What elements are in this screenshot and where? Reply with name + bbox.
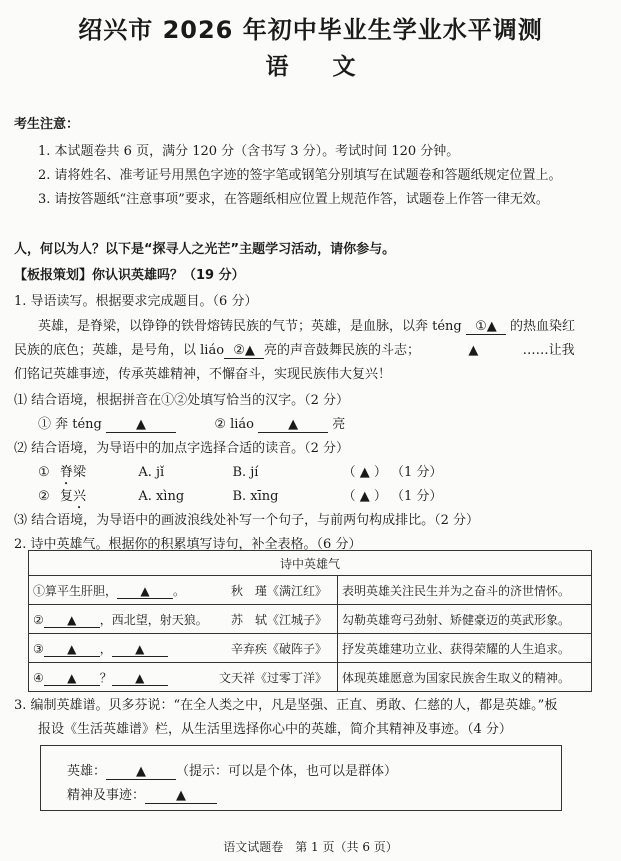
- wavy-blank-mark: ▲: [468, 343, 479, 358]
- verse-text: ②: [33, 612, 44, 627]
- q1-passage-line-3: 们铭记英雄事迹，传承英雄精神，不懈奋斗，实现民族伟大复兴！: [14, 367, 392, 382]
- passage-text: 的热血染红: [510, 319, 576, 334]
- spirit-line: [67, 784, 217, 804]
- verse-blank: ▲: [44, 613, 100, 628]
- q1-passage-line-2: [14, 339, 575, 359]
- verse-blank: ▲: [44, 671, 100, 686]
- blank-1: ①▲: [466, 320, 506, 335]
- verse-blank: ▲: [112, 642, 168, 657]
- verse-text: ①算平生肝胆，: [33, 583, 118, 598]
- spirit-blank[interactable]: ▲: [145, 789, 217, 804]
- notice-item-1: 1. 本试题卷共 6 页，满分 120 分（含书写 3 分）。考试时间 120 分钟。: [38, 144, 460, 159]
- author: 辛弃疾《破阵子》: [230, 641, 327, 656]
- answer-paren: （ ▲ ）: [342, 465, 387, 480]
- table-row: [29, 605, 592, 634]
- row-num: ①: [38, 465, 50, 480]
- table-row: [29, 576, 592, 605]
- sub1-a-blank: ▲: [106, 418, 176, 433]
- note-cell: 表明英雄关注民生并为之奋斗的济世情怀。: [338, 576, 592, 605]
- verse-text: ，西北望，射天狼。: [99, 612, 208, 627]
- sub1-b-suffix: 亮: [332, 417, 346, 432]
- option-a: A. jǐ: [138, 465, 165, 480]
- verse-text: ，: [99, 641, 112, 656]
- answer-box: [40, 745, 562, 811]
- option-a: A. xìng: [138, 489, 185, 504]
- verse-cell: [29, 634, 338, 663]
- passage-text: 英雄，是脊梁，以铮铮的铁骨熔铸民族的气节；英雄，是血脉，以奔 téng: [38, 319, 462, 334]
- q1-sub2-row-2: [38, 485, 442, 512]
- row-num: ②: [38, 489, 50, 504]
- exam-title: 绍兴市 2026 年初中毕业生学业水平调测: [78, 16, 543, 44]
- passage-text: 民族的底色；英雄，是号角，以 liáo: [14, 343, 225, 358]
- q1-sub2-title: ⑵ 结合语境，为导语中的加点字选择合适的读音。（2 分）: [14, 441, 350, 456]
- verse-cell: [29, 605, 338, 634]
- dotted-char: 脊: [60, 465, 74, 480]
- verse-cell: [29, 576, 338, 605]
- answer-paren: （ ▲ ）: [342, 489, 387, 504]
- score: （1 分）: [391, 465, 443, 480]
- table-row: [29, 663, 592, 692]
- verse-blank: ▲: [112, 671, 168, 686]
- word-char: 梁: [73, 465, 87, 480]
- notice-item-2: 2. 请将姓名、准考证号用黑色字迹的签字笔或钢笔分别填写在试题卷和答题纸规定位置上。: [38, 168, 562, 183]
- word-char: 复: [60, 489, 74, 504]
- hero-line: [67, 760, 397, 780]
- verse-text: ④: [33, 670, 44, 685]
- verse-cell: [29, 663, 338, 692]
- verse-blank: ▲: [44, 642, 100, 657]
- author: 文天祥《过零丁洋》: [218, 670, 327, 685]
- verse-text: ③: [33, 641, 44, 656]
- author: 苏 轼《江城子》: [230, 612, 327, 627]
- dotted-char: 兴: [73, 489, 87, 504]
- q2-title: 2. 诗中英雄气。根据你的积累填写诗句，补全表格。（6 分）: [14, 537, 362, 552]
- option-b: B. jí: [232, 465, 259, 480]
- q1-sub1-answers: [38, 413, 345, 433]
- note-cell: 抒发英雄建功立业、获得荣耀的人生追求。: [338, 634, 592, 663]
- option-b: B. xīng: [232, 489, 279, 504]
- poem-table: [28, 550, 592, 692]
- verse-text: 。: [173, 583, 186, 598]
- q1-sub3-title: ⑶ 结合语境，为导语中的画波浪线处补写一个句子，与前两句构成排比。（2 分）: [14, 513, 480, 528]
- verse-blank: ▲: [117, 584, 173, 599]
- passage-text: 亮的声音鼓舞民族的斗志；: [264, 343, 421, 358]
- hint-text: （提示：可以是个体，也可以是群体）: [176, 764, 398, 779]
- score: （1 分）: [391, 489, 443, 504]
- q1-sub1-title: ⑴ 结合语境，根据拼音在①②处填写恰当的汉字。（2 分）: [14, 393, 350, 408]
- note-cell: 勾勒英雄弯弓劲射、矫健豪迈的英武形象。: [338, 605, 592, 634]
- hero-blank[interactable]: ▲: [106, 765, 176, 780]
- passage-text: ……让我: [522, 343, 575, 358]
- q3-line-1: 3. 编制英雄谱。贝多芬说：“在全人类之中，凡是坚强、正直、勇敢、仁慈的人，都是英雄。”板: [14, 698, 558, 713]
- note-cell: 体现英雄愿意为国家民族舍生取义的精神。: [338, 663, 592, 692]
- hero-label: 英雄：: [67, 764, 107, 779]
- page-footer: 语文试题卷 第 1 页（共 6 页）: [223, 840, 398, 854]
- sub1-b-blank: ▲: [258, 418, 328, 433]
- section-title: 【板报策划】你认识英雄吗？（19 分）: [14, 268, 245, 283]
- q1-sub2-row-1: [38, 461, 442, 488]
- notice-heading: 考生注意：: [14, 117, 80, 132]
- sub1-b-label: ② liáo: [214, 417, 254, 432]
- table-row: [29, 634, 592, 663]
- notice-item-3: 3. 请按答题纸“注意事项”要求，在答题纸相应位置上规范作答，试题卷上作答一律无效。: [38, 192, 549, 207]
- verse-text: ？: [99, 670, 112, 685]
- q1-passage-line-1: [38, 315, 575, 335]
- table-header: 诗中英雄气: [29, 551, 592, 576]
- q1-title: 1. 导语读写。根据要求完成题目。（6 分）: [14, 294, 258, 309]
- blank-2: ②▲: [224, 344, 264, 359]
- sub1-a-label: ① 奔 téng: [38, 417, 102, 432]
- author: 秋 瑾《满江红》: [230, 583, 327, 598]
- q3-line-2: 报设《生活英雄谱》栏，从生活里选择你心中的英雄，简介其精神及事迹。（4 分）: [38, 722, 512, 737]
- subject-title: 语文: [265, 54, 400, 80]
- spirit-label: 精神及事迹：: [67, 788, 146, 803]
- intro-text: 人，何以为人？以下是“探寻人之光芒”主题学习活动，请你参与。: [14, 242, 396, 257]
